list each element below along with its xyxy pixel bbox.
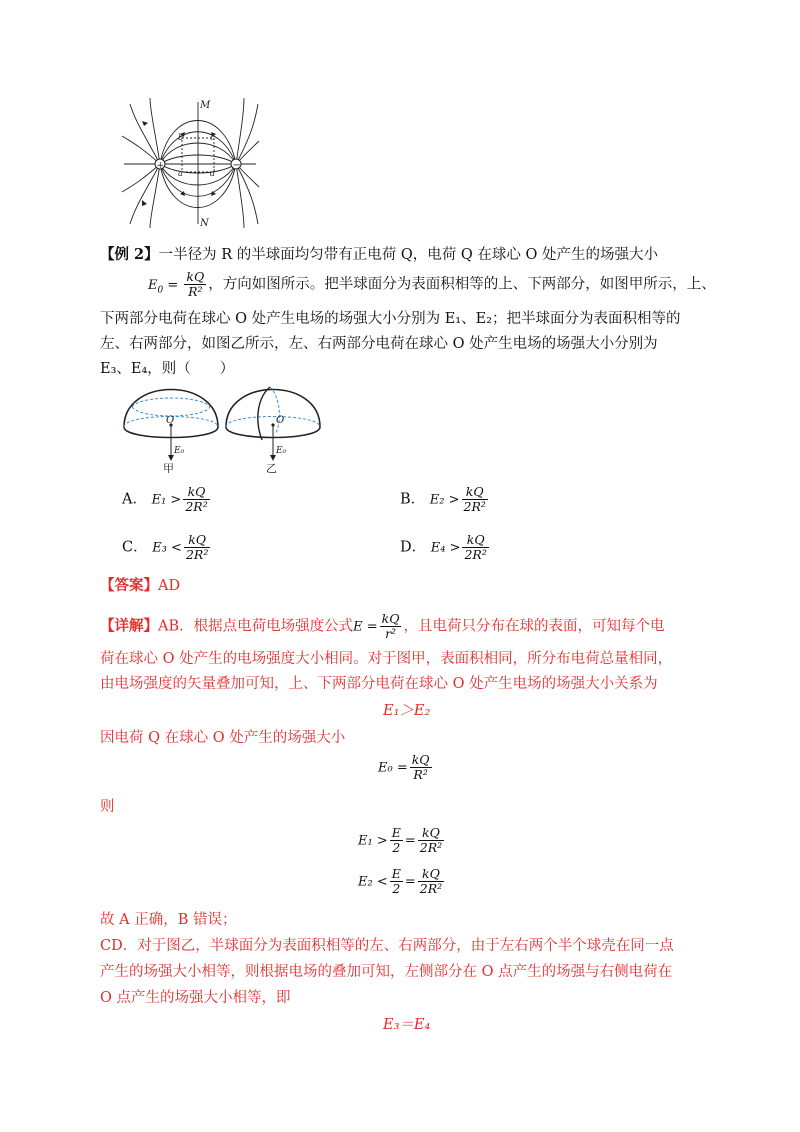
relation-e3-e4: E₃＝E₄ [383,1017,431,1033]
hemisphere-figures [120,383,330,473]
detail-line-7: CD．对于图乙，半球面分为表面积相等的左、右两部分，由于左右两个半个球壳在同一点 [100,938,674,954]
svg-text:c: c [210,133,215,142]
detail-line-5: 则 [100,799,115,815]
option-B[interactable]: B． E₂ > $\frac{kQ}{\text{2R²}}$ [400,484,486,514]
svg-text:E₀: E₀ [276,446,287,456]
svg-text:甲: 甲 [163,462,174,473]
option-A[interactable]: A． E₁ > $\frac{kQ}{\text{2R²}}$ [122,484,208,514]
detail-line-2: 荷在球心 O 处产生的电场强度大小相同。对于图甲，表面积相同，所分布电荷总量相同， [100,651,673,667]
svg-text:E₀: E₀ [174,446,185,456]
e0-formula: $E_0$ = [148,277,183,296]
example-line-2: $E_0$ = $\frac{kQ}{\text{R²}}$ ，方向如图所示。把半球面分为表面积相等的上、下两部分，如图甲所示，上、 [148,269,716,299]
detail-line-6: 故 A 正确，B 错误； [100,912,237,928]
detail-line-9: O 点产生的场强大小相等，即 [100,990,291,1006]
detail-tag: 【详解】 [100,617,158,635]
dipole-field-figure [120,96,260,230]
answer-line [100,576,180,596]
answer-tag: 【答案】 [100,577,158,594]
svg-text:−: − [232,160,241,171]
example-line-5: E₃、E₄，则（ ） [100,361,235,377]
svg-text:O: O [276,415,285,426]
svg-text:O: O [166,415,175,426]
option-C[interactable]: C． E₃ < $\frac{kQ}{\text{2R²}}$ [122,532,209,562]
svg-text:b: b [178,133,184,142]
detail-line-4: 因电荷 Q 在球心 O 处产生的场强大小 [100,730,346,746]
equation-e1: E₁ > $\frac{E}{2}$ = $\frac{kQ}{\text{2R²}}$ [358,825,443,855]
equation-e2: E₂ < $\frac{E}{2}$ = $\frac{kQ}{\text{2R²}}$ [358,866,443,896]
svg-text:M: M [200,100,211,111]
svg-text:a: a [178,169,183,178]
answer-value: AD [158,578,181,594]
example-tag: 【例 2】 [100,246,159,263]
relation-e1-e2: E₁＞E₂ [383,703,431,719]
detail-line-3: 由电场强度的矢量叠加可知，上、下两部分电荷在球心 O 处产生电场的场强大小关系为 [100,676,658,692]
example-line-3: 下两部分电荷在球心 O 处产生电场的场强大小分别为 E₁、E₂；把半球面分为表面积相等的 [100,311,681,327]
example-line-1: 【例 2】一半径为 R 的半球面均匀带有正电荷 Q，电荷 Q 在球心 O 处产生的场强大小 [100,246,658,263]
detail-line-1: 【详解】AB．根据点电荷电场强度公式E = $\frac{kQ}{\text{r²}}$ ，且电荷只分布在球的表面，可知每个电 [100,611,665,641]
svg-text:d: d [210,169,216,178]
equation-e0: E₀ = $\frac{kQ}{\text{R²}}$ [378,752,430,782]
detail-line-8: 产生的场强大小相等，则根据电场的叠加可知，左侧部分在 O 点产生的场强与右侧电荷在 [100,964,673,980]
svg-text:N: N [200,218,209,229]
svg-text:+: + [156,161,165,171]
option-D[interactable]: D． E₄ > $\frac{kQ}{\text{2R²}}$ [400,532,487,562]
svg-text:乙: 乙 [266,462,277,473]
example-line-4: 左、右两部分，如图乙所示，左、右两部分电荷在球心 O 处产生电场的场强大小分别为 [100,336,658,352]
